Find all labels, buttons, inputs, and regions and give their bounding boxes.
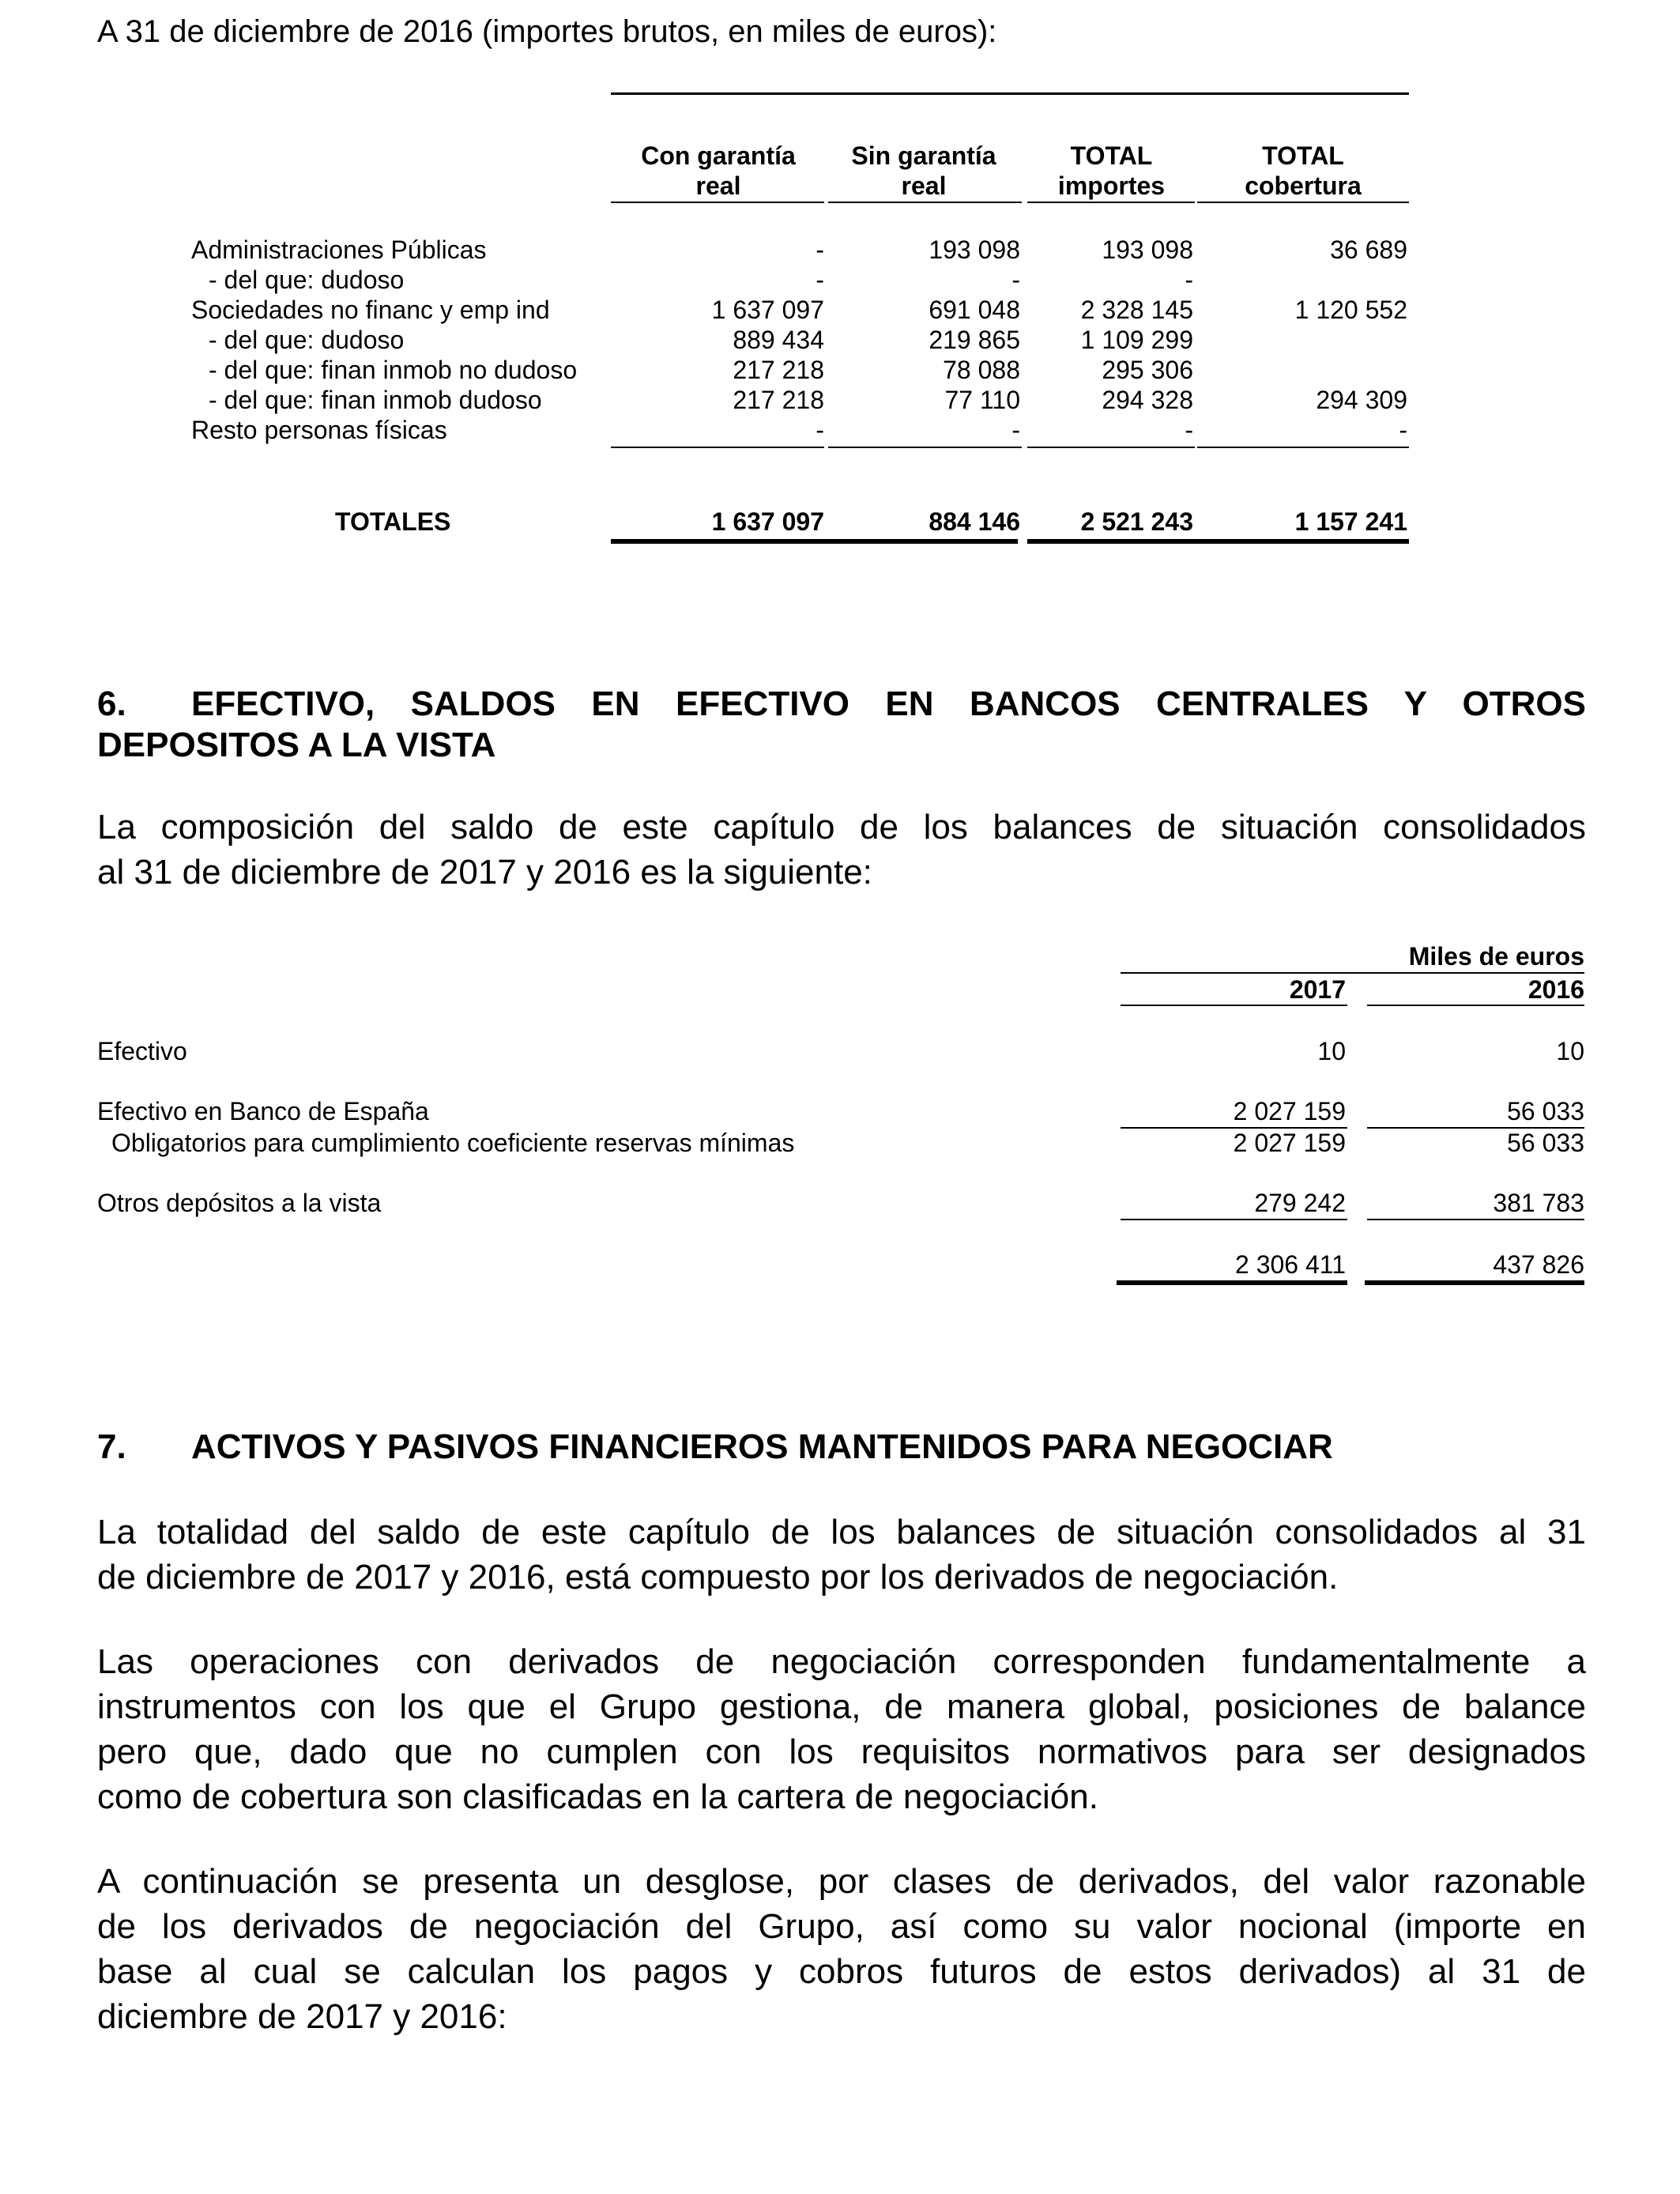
row-label: Obligatorios para cumplimiento coeficiente reservas mínimas xyxy=(111,1129,795,1157)
col-header-sin-garantia: Sin garantía real xyxy=(851,141,996,200)
section-6-number: 6. xyxy=(97,684,126,723)
header-rule xyxy=(1197,202,1409,203)
table-caption: A 31 de diciembre de 2016 (importes brutos, en miles de euros): xyxy=(97,14,997,49)
section-7-paragraph-3 xyxy=(97,1859,1586,2039)
cell: 1 637 097 xyxy=(711,296,824,324)
section-7-heading xyxy=(97,1427,1586,1467)
paragraph-line: como de cobertura son clasificadas en la cartera de negociación. xyxy=(97,1777,1098,1816)
year-2017: 2017 xyxy=(1289,975,1346,1004)
row-label: Resto personas físicas xyxy=(191,416,447,444)
row-label: Otros depósitos a la vista xyxy=(97,1189,382,1217)
cell: 884 146 xyxy=(929,507,1020,536)
cell: 10 xyxy=(1556,1037,1584,1065)
cell: 2 306 411 xyxy=(1235,1250,1346,1279)
row-label: Administraciones Públicas xyxy=(191,236,487,264)
cell: - xyxy=(816,416,824,444)
col-header-total-importes: TOTAL importes xyxy=(1057,141,1166,200)
cell: - xyxy=(1399,416,1407,444)
cell: 381 783 xyxy=(1493,1189,1584,1217)
cell: 1 120 552 xyxy=(1294,296,1407,324)
header-rule xyxy=(828,202,1022,203)
cell: 889 434 xyxy=(733,326,824,354)
header-rule xyxy=(1027,202,1195,203)
total-rule xyxy=(1117,1280,1347,1285)
subtotal-rule xyxy=(1367,1219,1584,1220)
row-label: Sociedades no financ y emp ind xyxy=(191,296,550,324)
cell: 1 109 299 xyxy=(1080,326,1193,354)
paragraph-line: La composición del saldo de este capítulo de los balances de situación consolidados xyxy=(97,808,1586,846)
cell: 219 865 xyxy=(929,326,1020,354)
table-top-rule xyxy=(611,92,1409,95)
cell: - xyxy=(816,236,824,264)
unit-label: Miles de euros xyxy=(1408,942,1584,971)
section-6-heading xyxy=(97,684,1586,765)
cell: 295 306 xyxy=(1102,356,1193,384)
cell: 78 088 xyxy=(943,356,1020,384)
section-6-title-line2: DEPOSITOS A LA VISTA xyxy=(97,726,496,764)
paragraph-line: de diciembre de 2017 y 2016, está compuesto por los derivados de negociación. xyxy=(97,1558,1339,1596)
paragraph-line: instrumentos con los que el Grupo gestiona, de manera global, posiciones de balance xyxy=(97,1687,1586,1726)
cell: 36 689 xyxy=(1330,236,1407,264)
cell: 2 027 159 xyxy=(1233,1097,1346,1125)
cell: 10 xyxy=(1317,1037,1346,1065)
cell: 217 218 xyxy=(733,386,824,414)
totals-rule xyxy=(1027,539,1409,544)
cell: - xyxy=(816,266,824,294)
cell: 2 521 243 xyxy=(1080,507,1193,536)
paragraph-line: al 31 de diciembre de 2017 y 2016 es la siguiente: xyxy=(97,853,872,892)
cell: 1 157 241 xyxy=(1294,507,1407,536)
unit-rule xyxy=(1121,972,1584,974)
year-rule xyxy=(1121,1005,1347,1006)
cell: 2 328 145 xyxy=(1080,296,1193,324)
cell: 294 309 xyxy=(1316,386,1407,414)
cell: - xyxy=(1185,416,1193,444)
cell: 437 826 xyxy=(1493,1250,1584,1279)
totals-label: TOTALES xyxy=(335,507,451,536)
row-label: - del que: dudoso xyxy=(209,326,405,354)
paragraph-line: diciembre de 2017 y 2016: xyxy=(97,1997,507,2036)
year-2016: 2016 xyxy=(1527,975,1584,1004)
section-7-title: ACTIVOS Y PASIVOS FINANCIEROS MANTENIDOS PARA NEGOCIAR xyxy=(191,1427,1333,1466)
cell: - xyxy=(1011,266,1020,294)
row-label: - del que: dudoso xyxy=(209,266,405,294)
header-rule xyxy=(611,202,824,203)
cell: 294 328 xyxy=(1102,386,1193,414)
paragraph-line: Las operaciones con derivados de negociación corresponden fundamentalmente a xyxy=(97,1642,1586,1681)
cell: - xyxy=(1011,416,1020,444)
section-7-number: 7. xyxy=(97,1427,126,1466)
year-rule xyxy=(1367,1005,1584,1006)
cell: 193 098 xyxy=(1102,236,1193,264)
cell: - xyxy=(1185,266,1193,294)
paragraph-line: A continuación se presenta un desglose, por clases de derivados, del valor razonable xyxy=(97,1862,1586,1901)
subtotal-rule xyxy=(1197,447,1409,448)
section-6-paragraph xyxy=(97,805,1586,895)
col-header-con-garantia: Con garantía real xyxy=(641,141,796,200)
subtotal-rule xyxy=(828,447,1022,448)
row-label: Efectivo en Banco de España xyxy=(97,1097,429,1125)
cell: 56 033 xyxy=(1507,1097,1584,1125)
row-label: - del que: finan inmob dudoso xyxy=(209,386,542,414)
paragraph-line: de los derivados de negociación del Grupo, así como su valor nocional (importe en xyxy=(97,1907,1586,1946)
cell: 1 637 097 xyxy=(711,507,824,536)
section-7-paragraph-1 xyxy=(97,1510,1586,1600)
col-header-total-cobertura: TOTAL cobertura xyxy=(1245,141,1362,200)
subtotal-rule xyxy=(611,447,824,448)
totals-rule xyxy=(611,539,1018,544)
paragraph-line: La totalidad del saldo de este capítulo de los balances de situación consolidados al 31 xyxy=(97,1513,1586,1551)
paragraph-line: base al cual se calculan los pagos y cobros futuros de estos derivados) al 31 de xyxy=(97,1952,1586,1991)
total-rule xyxy=(1365,1280,1584,1285)
cell: 56 033 xyxy=(1507,1129,1584,1157)
cell: 279 242 xyxy=(1254,1189,1346,1217)
cell: 2 027 159 xyxy=(1233,1129,1346,1157)
section-6-title-line1: EFECTIVO, SALDOS EN EFECTIVO EN BANCOS CENTRALES Y OTROS xyxy=(191,684,1586,723)
cell: 217 218 xyxy=(733,356,824,384)
cell: 193 098 xyxy=(929,236,1020,264)
subtotal-rule xyxy=(1121,1219,1347,1220)
row-label: - del que: finan inmob no dudoso xyxy=(209,356,578,384)
section-7-paragraph-2 xyxy=(97,1639,1586,1819)
subtotal-rule xyxy=(1027,447,1195,448)
cell: 77 110 xyxy=(944,386,1020,414)
paragraph-line: pero que, dado que no cumplen con los requisitos normativos para ser designados xyxy=(97,1732,1586,1771)
row-label: Efectivo xyxy=(97,1037,187,1065)
cell: 691 048 xyxy=(929,296,1020,324)
